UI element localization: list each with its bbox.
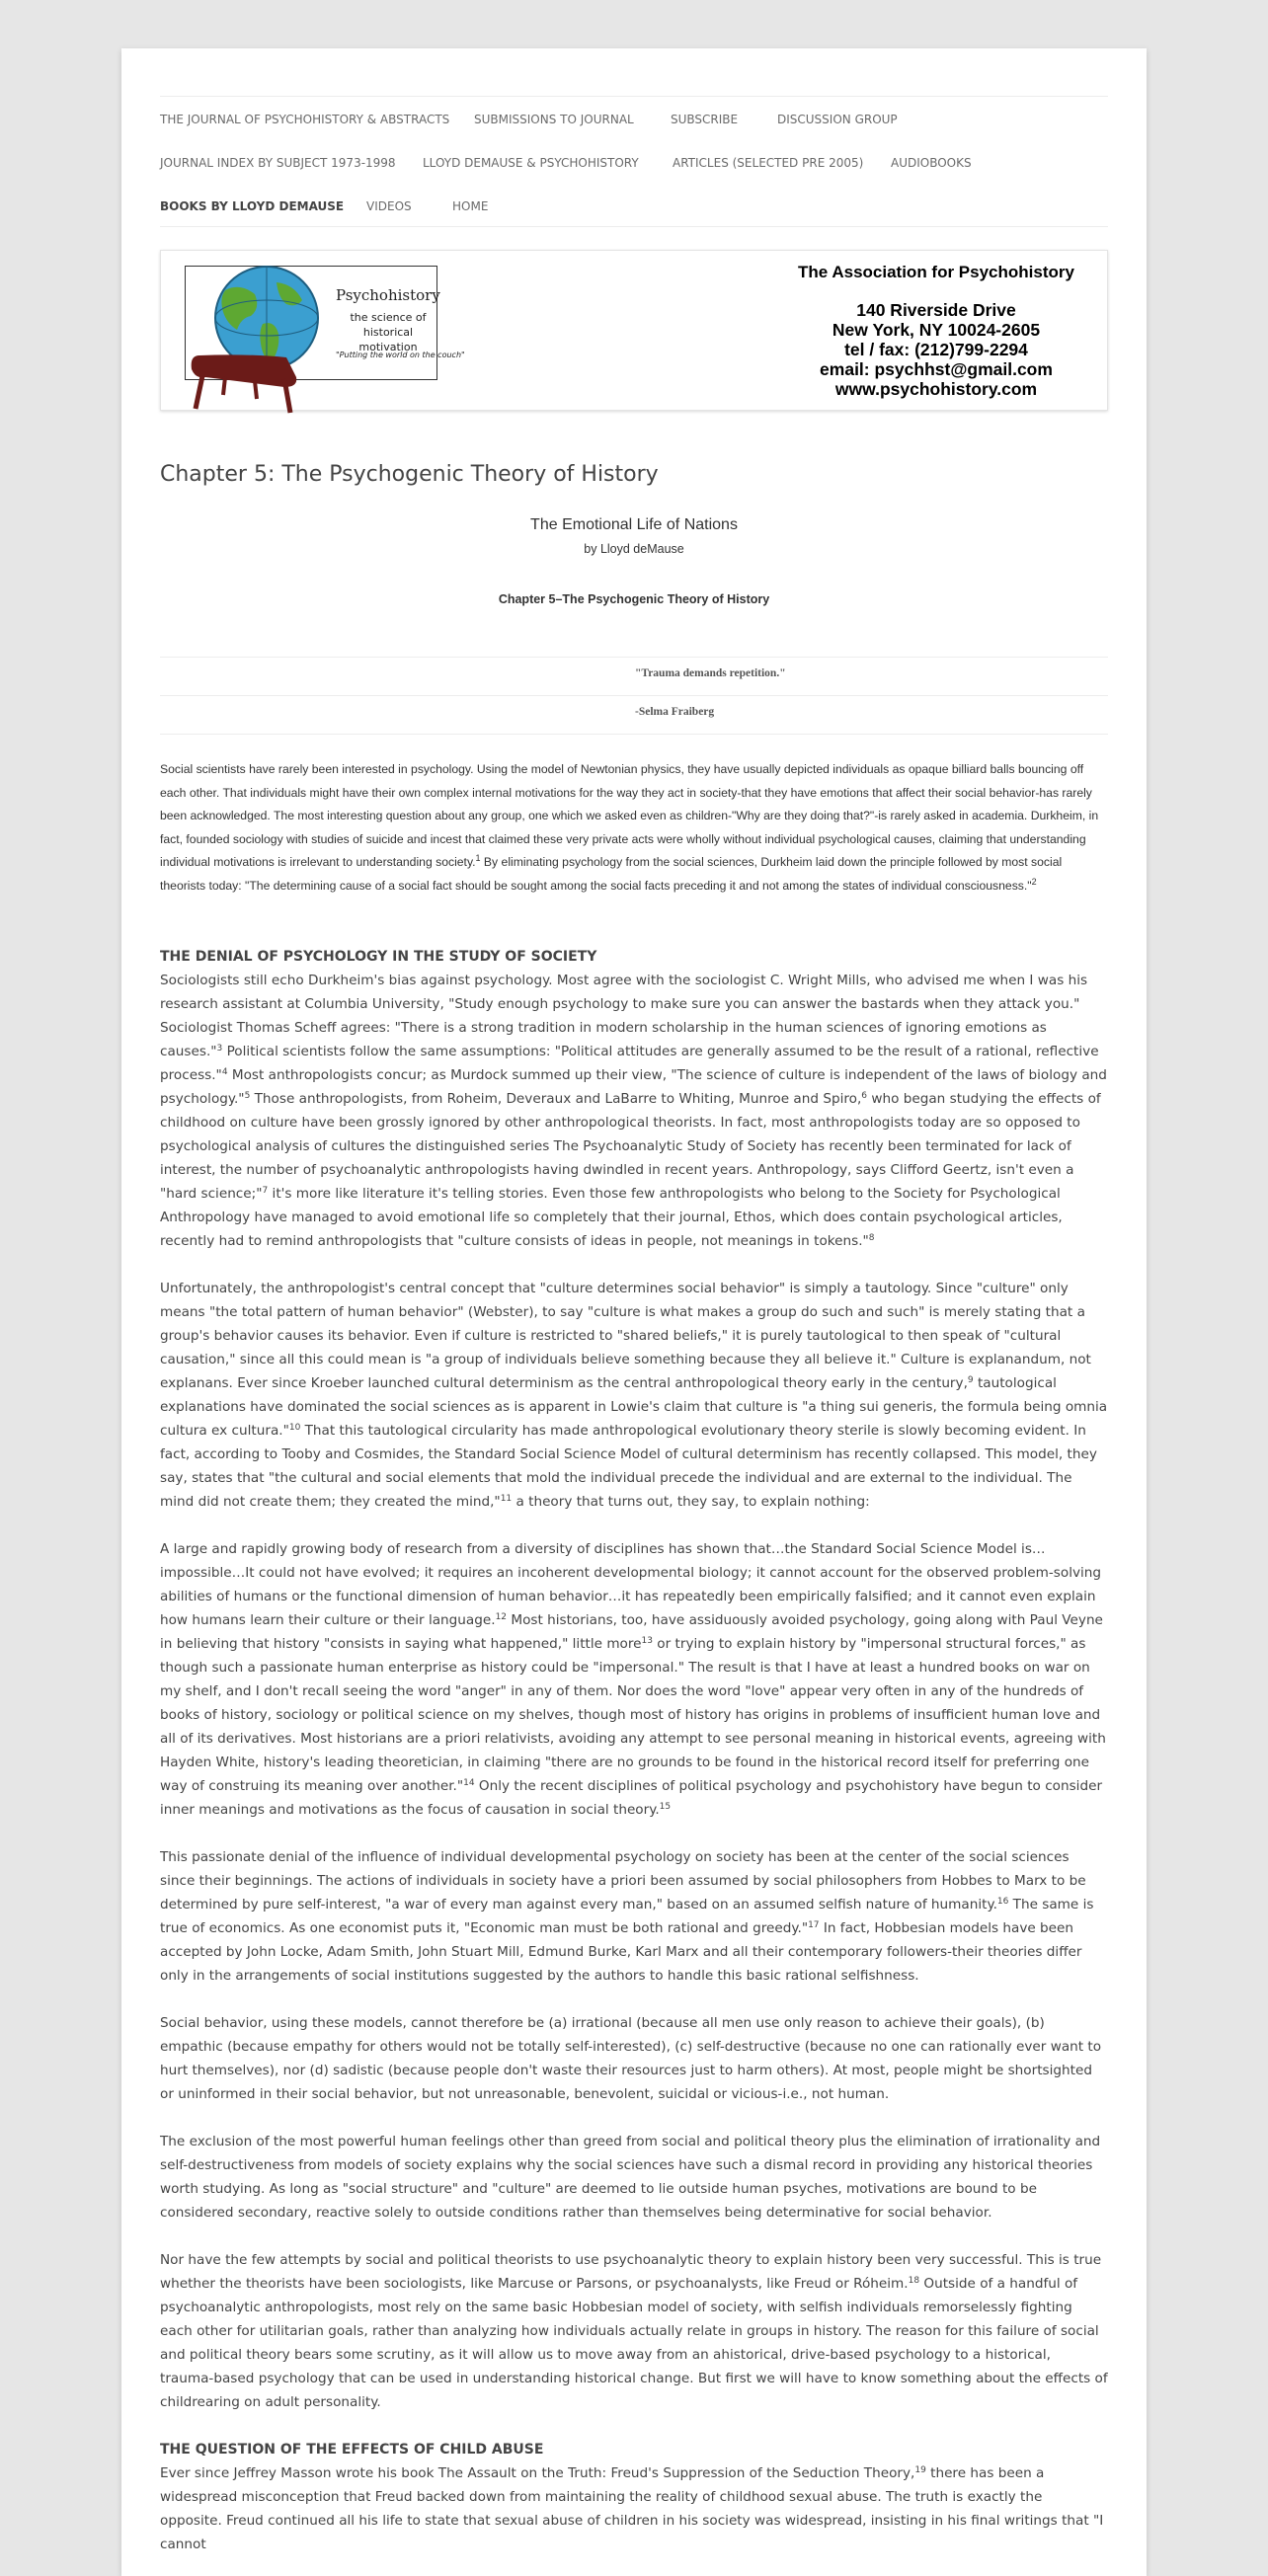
paragraph-8: Nor have the few attempts by social and political theorists to use psychoanalytic theory to explain history been very successful. This is true whether the theorists have been sociologists, like Marcuse or Parsons, or psychoanalysts, like Freud or Róheim.$^{18}$ Outside of a handful of psychoanalytic anthropologists, most rely on the same basic Hobbesian model of society, with selfish individuals remorselessly fighting each other for utilitarian goals, rather than analyzing how individuals actually relate in groups in history. The reason for this failure of social and political theory bears some scrutiny, as it will allow us to move away from an ahistorical, drive-based psychology to a historical, trauma-based psychology that can be used in understanding historical change. But first we will have to know something about the effects of childrearing on adult personality. — [160, 2252, 1108, 2410]
nav-item-books[interactable]: BOOKS BY LLOYD DEMAUSE — [160, 199, 345, 213]
epigraph-author-row — [160, 696, 1108, 735]
globe-couch-icon — [186, 261, 344, 429]
epigraph-quote-row — [160, 658, 1108, 696]
nav-item-lloyd-demause[interactable]: LLOYD DEMAUSE & PSYCHOHISTORY — [423, 156, 639, 170]
page-title: Chapter 5: The Psychogenic Theory of History — [160, 462, 659, 487]
logo-title: Psychohistory — [336, 286, 440, 304]
nav-item-journal[interactable]: THE JOURNAL OF PSYCHOHISTORY & ABSTRACTS — [160, 113, 450, 126]
chapter-subtitle: Chapter 5–The Psychogenic Theory of History — [498, 592, 770, 606]
nav-item-videos[interactable]: VIDEOS — [366, 199, 412, 213]
nav-item-subscribe[interactable]: SUBSCRIBE — [671, 113, 739, 126]
logo-tagline: "Putting the world on the couch" — [336, 351, 465, 359]
address-website: www.psychohistory.com — [834, 379, 1038, 399]
logo-subtitle-1: the science of — [350, 311, 427, 324]
nav-item-home[interactable]: HOME — [452, 199, 489, 213]
book-author: by Lloyd deMause — [584, 542, 684, 556]
psychohistory-logo — [185, 266, 465, 380]
header-banner[interactable] — [160, 250, 1108, 411]
address-city: New York, NY 10024-2605 — [832, 320, 1041, 340]
paragraph-9: Ever since Jeffrey Masson wrote his book The Assault on the Truth: Freud's Suppression of the Seduction Theory,$^{19}$ there has been a widespread misconception that Freud backed down from maintaining the reality of childhood sexual abuse. The truth is exactly the opposite. Freud continued all his life to state that sexual abuse of children in his society was widespread, insisting in his final writings that "I cannot — [160, 2465, 1104, 2552]
article-body — [160, 945, 1108, 2556]
epigraph-table — [160, 657, 1108, 718]
address-phone: tel / fax: (212)799-2294 — [844, 340, 1028, 359]
logo-subtitle-2: historical motivation — [358, 326, 418, 353]
epigraph-author: -Selma Fraiberg — [635, 706, 715, 718]
paragraph-2: Sociologists still echo Durkheim's bias against psychology. Most agree with the sociologist C. Wright Mills, who advised me when I was his research assistant at Columbia University, "Study enough psychology to make sure you can answer the bastards when they attack you." Sociologist Thomas Scheff agrees: "There is a strong tradition in modern scholarship in the human sciences of ignoring emotions as causes."$^3$ Political scientists follow the same assumptions: "Political attitudes are generally assumed to be the result of a rational, reflective process."$^4$ Most anthropologists concur; as Murdock summed up their view, "The science of culture is independent of the laws of biology and psychology."$^5$ Those anthropologists, from Roheim, Deveraux and LaBarre to Whiting, Munroe and Spiro,$^6$ who began studying the effects of childhood on culture have been grossly ignored by other anthropological theorists. In fact, most anthropologists today are so opposed to psychological analysis of cultures the distinguished series The Psychoanalytic Study of Society has recently been terminated for lack of interest, the number of psychoanalytic anthropologists having dwindled in recent years. Anthropology, says Clifford Geertz, isn't even a "hard science;"$^7$ it's more like literature it's telling stories. Even those few anthropologists who belong to the Society for Psychological Anthropology have managed to avoid emotional life so completely that their journal, Ethos, which does contain psychological articles, recently had to remind anthropologists that "culture consists of ideas in people, not meanings in tokens."$^8$ — [160, 973, 1107, 1249]
page-container — [121, 48, 1147, 2576]
paragraph-6: Social behavior, using these models, cannot therefore be (a) irrational (because all men use only reason to achieve their goals), (b) empathic (because empathy for others would not be totally self-interested), (c) self-destructive (because no one can rationally ever want to hurt themselves), nor (d) sadistic (because people don't waste their resources just to harm others). At most, people might be shortsighted or uninformed in their social behavior, but not unreasonable, benevolent, suicidal or vicious-i.e., not human. — [160, 2015, 1102, 2102]
nav-item-articles[interactable]: ARTICLES (SELECTED PRE 2005) — [673, 156, 864, 170]
main-navigation — [160, 96, 1108, 227]
paragraph-4: A large and rapidly growing body of research from a diversity of disciplines has shown that…the Standard Social Science Model is…impossible…It could not have evolved; it requires an incoherent developmental biology; it cannot account for the observed problem-solving abilities of humans or the functional dimension of human behavior…it has repeatedly been empirically falsified; and it cannot even explain how humans learn their culture or their language.$^{12}$ Most historians, too, have assiduously avoided psychology, going along with Paul Veyne in believing that history "consists in saying what happened," little more$^{13}$ or trying to explain history by "impersonal structural forces," as though such a passionate human enterprise as history could be "impersonal." The result is that I have at least a hundred books on war on my shelf, and I don't recall seeing the word "anger" in any of them. Nor does the word "love" appear very often in any of the hundreds of books of history, sociology or political science on my shelves, though most of history has origins in problems of insufficient human love and all of its derivatives. Most historians are a priori relativists, avoiding any attempt to see personal meaning in historical events, agreeing with Hayden White, history's leading theoretician, in claiming "there are no grounds to be found in the historical record itself for preferring one way of construing its meaning over another."$^{14}$ Only the recent disciplines of political psychology and psychohistory have begun to consider inner meanings and motivations as the focus of causation in social theory.$^{15}$ — [160, 1541, 1106, 1818]
nav-item-audiobooks[interactable]: AUDIOBOOKS — [891, 156, 972, 170]
section-heading-denial: THE DENIAL OF PSYCHOLOGY IN THE STUDY OF SOCIETY — [160, 949, 597, 965]
nav-item-discussion-group[interactable]: DISCUSSION GROUP — [777, 113, 898, 126]
association-address — [773, 300, 1099, 399]
book-title: The Emotional Life of Nations — [530, 516, 738, 533]
epigraph-quote: "Trauma demands repetition." — [635, 667, 786, 679]
address-email: email: psychhst@gmail.com — [820, 359, 1053, 379]
association-title: The Association for Psychohistory — [798, 263, 1074, 281]
nav-item-submissions[interactable]: SUBMISSIONS TO JOURNAL — [474, 113, 634, 126]
paragraph-1: Social scientists have rarely been interested in psychology. Using the model of Newtonian physics, they have usually depicted individuals as opaque billiard balls bouncing off each other. That individuals might have their own complex internal motivations for the way they act in society-that they have emotions that affect their social behavior-has rarely been acknowledged. The most interesting question about any group, one which we asked even as children-"Why are they doing that?"-is rarely asked in academia. Durkheim, in fact, founded sociology with studies of suicide and incest that claimed these very private acts were wholly without individual psychological causes, claiming that understanding individual motivations is irrelevant to understanding society.$^1$ By eliminating psychology from the social sciences, Durkheim laid down the principle followed by most social theorists today: "The determining cause of a social fact should be sought among the social facts preceding it and not among the states of individual consciousness."$^2$ — [160, 762, 1099, 893]
address-street: 140 Riverside Drive — [856, 300, 1016, 320]
paragraph-5: This passionate denial of the influence of individual developmental psychology on society has been at the center of the social sciences since their beginnings. The actions of individuals in society have a priori been assumed by social philosophers from Hobbes to Marx to be determined by pure self-interest, "a war of every man against every man," based on an assumed selfish nature of humanity.$^{16}$ The same is true of economics. As one economist puts it, "Economic man must be both rational and greedy."$^{17}$ In fact, Hobbesian models have been accepted by John Locke, Adam Smith, John Stuart Mill, Edmund Burke, Karl Marx and all their contemporary followers-their theories differ only in the arrangements of social institutions suggested by the authors to handle this basic rational selfishness. — [160, 1849, 1094, 1984]
nav-item-journal-index[interactable]: JOURNAL INDEX BY SUBJECT 1973-1998 — [160, 156, 396, 170]
paragraph-7: The exclusion of the most powerful human feelings other than greed from social and political theory plus the elimination of irrationality and self-destructiveness from models of society explains why the social sciences have such a dismal record in providing any historical theories worth studying. As long as "social structure" and "culture" are deemed to lie outside human psyches, motivations are bound to be considered secondary, reactive solely to outside conditions rather than themselves being determinative for social behavior. — [160, 2134, 1101, 2221]
paragraph-3: Unfortunately, the anthropologist's central concept that "culture determines social behavior" is simply a tautology. Since "culture" only means "the total pattern of human behavior" (Webster), to say "culture is what makes a group do such and such" is merely stating that a group's behavior causes its behavior. Even if culture is restricted to "shared beliefs," it is purely tautological to then speak of "cultural causation," since all this could mean is "a group of individuals believe something because they all believe it." Culture is explanandum, not explanans. Ever since Kroeber launched cultural determinism as the central anthropological theory early in the century,$^9$ tautological explanations have dominated the social sciences as is apparent in Lowie's claim that culture is "a thing sui generis, the formula being omnia cultura ex cultura."$^{10}$ That this tautological circularity has made anthropological evolutionary theory sterile is slowly becoming evident. In fact, according to Tooby and Cosmides, the Standard Social Science Model of cultural determinism has recently collapsed. This model, they say, states that "the cultural and social elements that mold the individual precede the individual and are external to the individual. The mind did not create them; they created the mind,"$^{11}$ a theory that turns out, they say, to explain nothing: — [160, 1281, 1108, 1510]
section-heading-child-abuse: THE QUESTION OF THE EFFECTS OF CHILD ABUSE — [160, 2442, 544, 2458]
